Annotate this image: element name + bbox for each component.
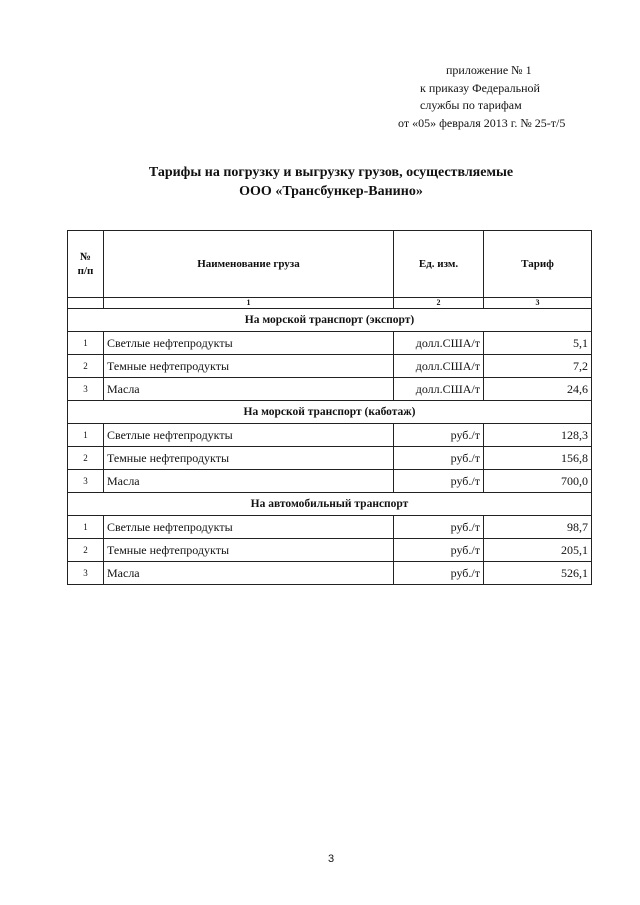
unit-cell: руб./т [394,539,484,562]
table-body [68,309,592,585]
row-number: 1 [68,332,104,355]
unit-cell: руб./т [394,447,484,470]
section-row [68,309,592,332]
table-row [68,562,592,585]
appendix-line: службы по тарифам [420,98,522,112]
row-number: 1 [68,424,104,447]
table-row [68,424,592,447]
tariff-value: 5,1 [484,332,592,355]
column-number-row [68,298,592,309]
section-row [68,493,592,516]
section-title: На морской транспорт (каботаж) [68,401,592,424]
row-number: 3 [68,562,104,585]
table-row [68,470,592,493]
tariff-value: 7,2 [484,355,592,378]
unit-cell: руб./т [394,470,484,493]
header-unit: Ед. изм. [394,231,484,298]
appendix-line: приложение № 1 [446,63,532,77]
tariff-value: 128,3 [484,424,592,447]
table-row [68,332,592,355]
column-number: 2 [394,298,484,309]
cargo-name: Масла [104,470,394,493]
table-row [68,539,592,562]
tariff-value: 526,1 [484,562,592,585]
page-number: 3 [327,853,335,865]
row-number: 1 [68,516,104,539]
tariff-value: 24,6 [484,378,592,401]
appendix-line: к приказу Федеральной [420,80,540,95]
section-title: На автомобильный транспорт [68,493,592,516]
unit-cell: руб./т [394,424,484,447]
unit-cell: долл.США/т [394,378,484,401]
table-row [68,378,592,401]
column-number: 3 [484,298,592,309]
unit-cell: руб./т [394,516,484,539]
header-tariff: Тариф [484,231,592,298]
row-number: 3 [68,470,104,493]
appendix-reference [398,62,618,132]
tariff-value: 205,1 [484,539,592,562]
table-row [68,355,592,378]
unit-cell: долл.США/т [394,332,484,355]
cargo-name: Светлые нефтепродукты [104,332,394,355]
tariff-value: 700,0 [484,470,592,493]
cargo-name: Масла [104,562,394,585]
cargo-name: Светлые нефтепродукты [104,424,394,447]
table-header-row [68,231,592,298]
cargo-name: Темные нефтепродукты [104,447,394,470]
tariff-value: 98,7 [484,516,592,539]
tariff-value: 156,8 [484,447,592,470]
header-number-abbrev: п/п [77,265,94,277]
header-number-symbol: № [79,251,92,263]
row-number: 2 [68,355,104,378]
document-title [0,163,640,201]
appendix-line: от «05» февраля 2013 г. № 25-т/5 [398,115,566,130]
title-line: ООО «Трансбункер-Ванино» [239,184,423,199]
section-row [68,401,592,424]
row-number: 3 [68,378,104,401]
header-number [68,231,104,298]
table-row [68,516,592,539]
row-number: 2 [68,539,104,562]
cargo-name: Светлые нефтепродукты [104,516,394,539]
section-title: На морской транспорт (экспорт) [68,309,592,332]
unit-cell: долл.США/т [394,355,484,378]
tariff-table [67,230,592,585]
column-number-empty [68,298,104,309]
table-row [68,447,592,470]
row-number: 2 [68,447,104,470]
cargo-name: Темные нефтепродукты [104,355,394,378]
header-cargo-name: Наименование груза [104,231,394,298]
cargo-name: Темные нефтепродукты [104,539,394,562]
unit-cell: руб./т [394,562,484,585]
cargo-name: Масла [104,378,394,401]
column-number: 1 [104,298,394,309]
title-line: Тарифы на погрузку и выгрузку грузов, осуществляемые [148,165,514,180]
